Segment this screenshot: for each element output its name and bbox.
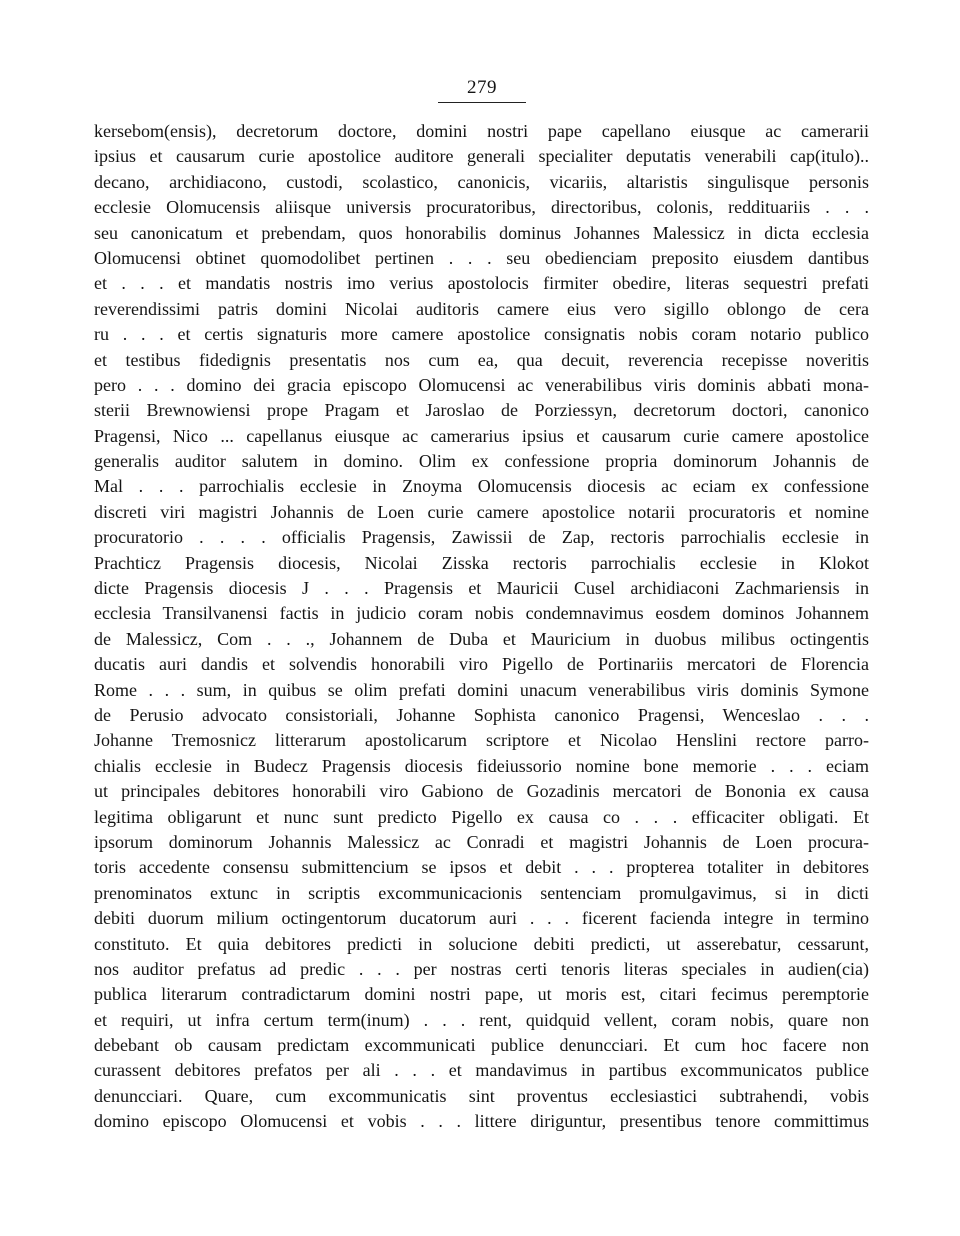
text-line: sterii Brewnowiensi prope Pragam et Jaroslao de Porziessyn, decretorum doctori, canonico bbox=[94, 400, 869, 421]
text-line: debiti duorum milium octingentorum ducatorum auri . . . ficerent facienda integre in termino bbox=[94, 908, 869, 929]
text-line: Johanne Tremosnicz litterarum apostolicarum scriptore et Nicolao Henslini rectore parro- bbox=[94, 730, 869, 751]
text-line: et . . . et mandatis nostris imo verius apostolocis firmiter obedire, literas sequestri prefati bbox=[94, 273, 869, 294]
text-line: Prachticz Pragensis diocesis, Nicolai Zisska rectoris parrochialis ecclesie in Klokot bbox=[94, 552, 869, 573]
text-line: decano, archidiacono, custodi, scolastico, canonicis, vicariis, altaristis singulisque personis bbox=[94, 171, 869, 192]
text-line: nos auditor prefatus ad predic . . . per nostras certi tenoris literas speciales in audien(cia) bbox=[94, 958, 869, 979]
text-line: domino episcopo Olomucensi et vobis . . . littere diriguntur, presentibus tenore committimus bbox=[94, 1111, 869, 1132]
text-line: Rome . . . sum, in quibus se olim prefati domini unacum venerabilibus viris dominis Symone bbox=[94, 679, 869, 700]
text-line: ut principales debitores honorabili viro Gabiono de Gozadinis mercatori de Bononia ex causa bbox=[94, 781, 869, 802]
text-line: procuratorio . . . . officialis Pragensis, Zawissii de Zap, rectoris parrochialis ecclesie in bbox=[94, 527, 869, 548]
text-line: ipsorum dominorum Johannis Malessicz ac Conradi et magistri Johannis de Loen procura- bbox=[94, 831, 869, 852]
text-line: denuncciari. Quare, cum excommunicatis sint proventus ecclesiastici subtrahendi, vobis bbox=[94, 1085, 869, 1106]
text-line: chialis ecclesie in Budecz Pragensis diocesis fideiussorio nomine bone memorie . . . eciam bbox=[94, 755, 869, 776]
text-line: Mal . . . parrochialis ecclesie in Znoyma Olomucensis diocesis ac eciam ex confessione bbox=[94, 476, 869, 497]
text-line: de Perusio advocato consistoriali, Johanne Sophista canonico Pragensi, Wenceslao . . . bbox=[94, 704, 869, 725]
text-line: ecclesie Olomucensis aliisque universis procuratoribus, directoribus, colonis, reddituariis . . . bbox=[94, 197, 869, 218]
text-line: pero . . . domino dei gracia episcopo Olomucensi ac venerabilibus viris dominis abbati mona- bbox=[94, 374, 869, 395]
text-line: ducatis auri dandis et solvendis honorabili viro Pigello de Portinariis mercatori de Florencia bbox=[94, 654, 869, 675]
text-line: de Malessicz, Com . . ., Johannem de Duba et Mauricium in duobus milibus octingentis bbox=[94, 628, 869, 649]
text-line: ipsius et causarum curie apostolice auditore generali specialiter deputatis venerabili cap(itulo).. bbox=[94, 146, 869, 167]
text-line: constituto. Et quia debitores predicti in solucione debiti predicti, ut asserebatur, cessarunt, bbox=[94, 933, 869, 954]
text-line: ru . . . et certis signaturis more camere apostolice consignatis nobis coram notario publico bbox=[94, 324, 869, 345]
text-line: et requiri, ut infra certum term(inum) . . . rent, quidquid vellent, coram nobis, quare non bbox=[94, 1009, 869, 1030]
text-line: legitima obligarunt et nunc sunt predicto Pigello ex causa co . . . efficaciter obligati. Et bbox=[94, 806, 869, 827]
text-line: reverendissimi patris domini Nicolai auditoris camere eius vero sigillo oblongo de cera bbox=[94, 298, 869, 319]
text-line: seu canonicatum et prebendam, quos honorabilis dominus Johannes Malessicz in dicta ecclesia bbox=[94, 222, 869, 243]
text-line: curassent debitores prefatos per ali . . . et mandavimus in partibus excommunicatos publice bbox=[94, 1060, 869, 1081]
text-line: et testibus fidedignis presentatis nos cum ea, qua decuit, reverencia recepisse noveritis bbox=[94, 349, 869, 370]
text-line: Pragensi, Nico ... capellanus eiusque ac camerarius ipsius et causarum curie camere apostolice bbox=[94, 425, 869, 446]
text-line: debebant ob causam predictam excommunicati publice denuncciari. Et cum hoc facere non bbox=[94, 1035, 869, 1056]
page-number-rule bbox=[438, 102, 526, 103]
text-line: toris accedente consensu submittencium se ipsos et debit . . . propterea totaliter in debitores bbox=[94, 857, 869, 878]
text-line: ecclesia Transilvanensi factis in judicio coram nobis condemnavimus eosdem dominos Johannem bbox=[94, 603, 869, 624]
text-line: generalis auditor salutem in domino. Olim ex confessione propria dominorum Johannis de bbox=[94, 451, 869, 472]
text-line: publica literarum contradictarum domini nostri pape, ut moris est, citari fecimus peremptorie bbox=[94, 984, 869, 1005]
text-line: prenominatos extunc in scriptis excommunicacionis sentenciam promulgavimus, si in dicti bbox=[94, 882, 869, 903]
body-text bbox=[94, 119, 869, 1135]
text-line: dicte Pragensis diocesis J . . . Pragensis et Mauricii Cusel archidiaconi Zachmariensis in bbox=[94, 578, 869, 599]
page-number: 279 bbox=[467, 77, 497, 98]
text-line: discreti viri magistri Johannis de Loen curie camere apostolice notarii procuratoris et nomine bbox=[94, 501, 869, 522]
text-line: kersebom(ensis), decretorum doctore, domini nostri pape capellano eiusque ac camerarii bbox=[94, 121, 869, 141]
text-line: Olomucensi obtinet quomodolibet pertinen . . . seu obedienciam preposito eiusdem dantibus bbox=[94, 247, 869, 268]
